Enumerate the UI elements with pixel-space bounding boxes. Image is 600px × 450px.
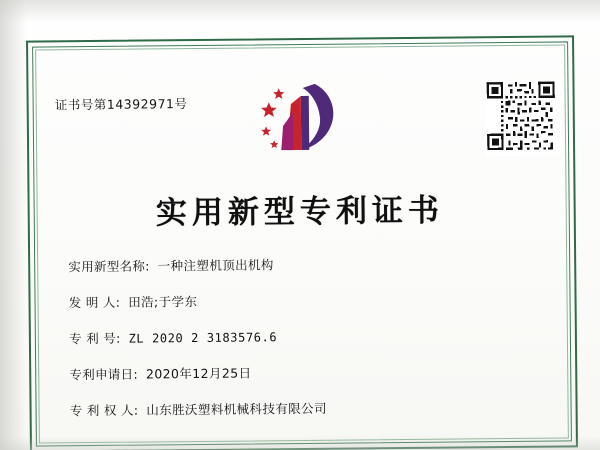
field-value-inventor: 田浩;于学东: [128, 293, 198, 310]
field-value-patent-number: ZL 2020 2 3183576.6: [128, 330, 278, 346]
field-value-utility-model-name: 一种注塑机顶出机构: [157, 257, 274, 274]
field-row: [68, 253, 528, 275]
field-row: [69, 325, 529, 347]
field-value-application-date: 2020年12月25日: [145, 365, 252, 382]
certificate-number: 证书号第14392971号: [54, 96, 188, 113]
field-label-application-date: 专利申请日:: [69, 366, 139, 383]
fields-list: [68, 253, 530, 437]
cnipa-logo: [257, 78, 344, 163]
field-value-patentee: 山东胜沃塑料机械科技有限公司: [146, 400, 327, 418]
page-title: 实用新型专利证书: [155, 192, 445, 232]
field-label-inventor: 发 明 人:: [68, 294, 121, 311]
field-row: [69, 361, 529, 383]
field-row: [69, 289, 529, 311]
field-label-patent-number: 专 利 号:: [69, 330, 121, 347]
field-label-utility-model-name: 实用新型名称:: [68, 258, 150, 275]
field-label-patentee: 专 利 权 人:: [69, 402, 139, 419]
qr-code: [485, 79, 562, 156]
field-row: [70, 397, 530, 419]
